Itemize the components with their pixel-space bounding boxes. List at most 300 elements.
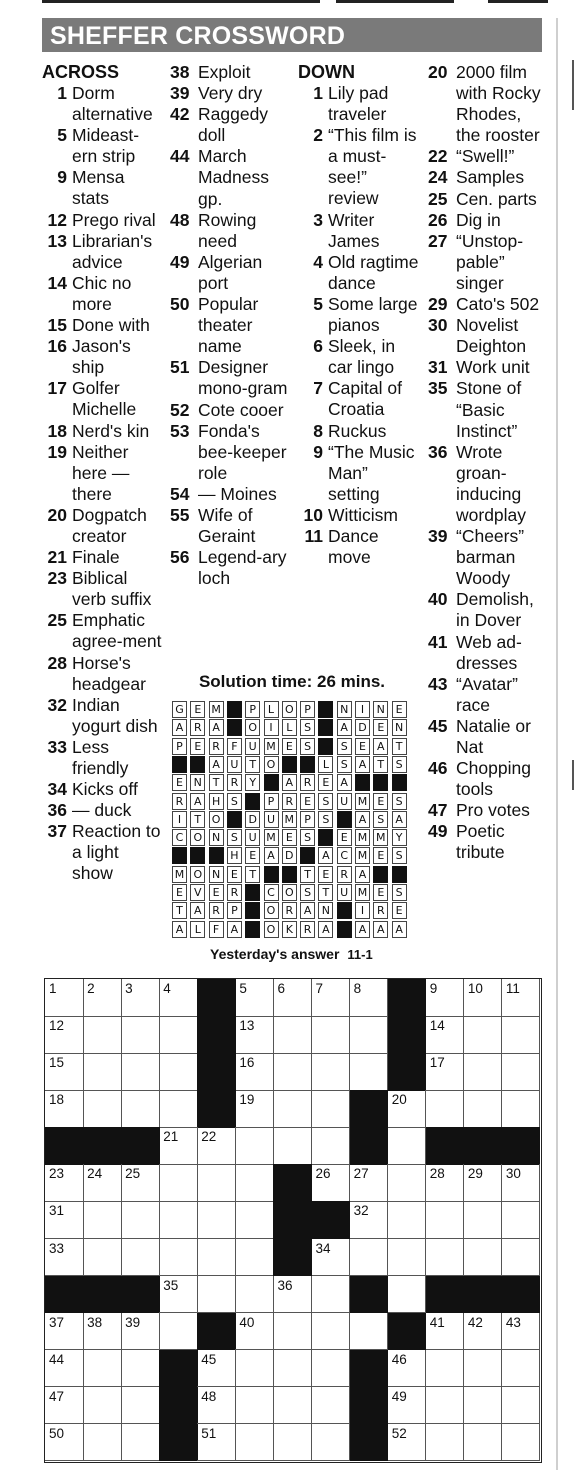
- answer-letter: S: [300, 884, 315, 901]
- clue-text: Demolish, in Dover: [456, 589, 534, 631]
- grid-square[interactable]: [273, 1276, 312, 1314]
- square-number: 1: [49, 981, 57, 996]
- grid-square[interactable]: [502, 1016, 541, 1054]
- clue-text: Dorm alternative: [72, 83, 153, 125]
- grid-square[interactable]: [235, 1164, 274, 1202]
- clue-across-18: [42, 421, 164, 442]
- grid-block: [159, 1387, 198, 1425]
- square-number: 26: [315, 1166, 331, 1182]
- page-edge-mark: [572, 760, 574, 790]
- grid-square[interactable]: [426, 1350, 465, 1388]
- grid-square[interactable]: [159, 1164, 198, 1202]
- yesterday-answer-grid: [172, 701, 412, 941]
- grid-square[interactable]: [350, 1164, 389, 1202]
- grid-square[interactable]: [83, 1313, 122, 1351]
- clue-across-49: [170, 252, 296, 294]
- grid-square[interactable]: [197, 1127, 236, 1165]
- grid-square[interactable]: [121, 1016, 160, 1054]
- grid-square[interactable]: [388, 1239, 427, 1277]
- grid-block: [159, 1350, 198, 1388]
- grid-block: [350, 1127, 389, 1165]
- answer-block: [355, 774, 370, 791]
- clue-number: 12: [47, 209, 67, 230]
- clue-text: Samples: [456, 167, 525, 188]
- grid-block: [388, 1016, 427, 1054]
- grid-square[interactable]: [45, 1387, 84, 1425]
- square-number: 21: [163, 1129, 179, 1145]
- grid-square[interactable]: [273, 1313, 312, 1351]
- clue-text: Stone of “Basic Instinct”: [456, 378, 522, 441]
- answer-letter: A: [209, 756, 224, 773]
- grid-block: [464, 1127, 503, 1165]
- square-number: 11: [505, 981, 520, 996]
- clue-text: Golfer Michelle: [72, 378, 137, 420]
- answer-letter: L: [190, 921, 205, 938]
- grid-square[interactable]: [312, 1276, 351, 1314]
- grid-square[interactable]: [83, 1350, 122, 1388]
- answer-block: [282, 756, 297, 773]
- grid-square[interactable]: [350, 1201, 389, 1239]
- clue-down-8: [298, 421, 422, 442]
- grid-square[interactable]: [83, 1164, 122, 1202]
- grid-square[interactable]: [235, 1239, 274, 1277]
- grid-square[interactable]: [45, 1313, 84, 1351]
- answer-letter: G: [172, 701, 187, 718]
- answer-letter: R: [227, 884, 242, 901]
- answer-letter: P: [245, 701, 260, 718]
- grid-square[interactable]: [350, 979, 389, 1017]
- grid-square[interactable]: [388, 1276, 427, 1314]
- clue-number: 39: [428, 526, 448, 547]
- square-number: 37: [49, 1314, 65, 1330]
- grid-square[interactable]: [464, 979, 503, 1017]
- answer-letter: M: [355, 829, 370, 846]
- grid-square[interactable]: [464, 1016, 503, 1054]
- square-number: 38: [87, 1314, 103, 1330]
- grid-square[interactable]: [83, 1239, 122, 1277]
- grid-square[interactable]: [273, 1016, 312, 1054]
- grid-square[interactable]: [121, 1201, 160, 1239]
- grid-square[interactable]: [350, 1053, 389, 1091]
- clue-number: 56: [170, 547, 190, 568]
- square-number: 50: [49, 1425, 65, 1441]
- grid-square[interactable]: [312, 1239, 351, 1277]
- square-number: 15: [49, 1055, 65, 1071]
- grid-square[interactable]: [502, 979, 541, 1017]
- grid-square[interactable]: [502, 1424, 541, 1462]
- grid-square[interactable]: [197, 1424, 236, 1462]
- answer-letter: D: [355, 719, 370, 736]
- grid-square[interactable]: [235, 1127, 274, 1165]
- answer-letter: R: [172, 793, 187, 810]
- square-number: 33: [49, 1240, 65, 1256]
- grid-square[interactable]: [388, 1090, 427, 1128]
- answer-block: [190, 847, 205, 864]
- square-number: 19: [239, 1092, 255, 1108]
- answer-letter: I: [172, 811, 187, 828]
- clue-number: 7: [313, 378, 323, 399]
- grid-block: [197, 1016, 236, 1054]
- grid-square[interactable]: [121, 1164, 160, 1202]
- clue-down-9: [298, 442, 422, 505]
- clue-text: Horse's headgear: [72, 652, 146, 694]
- grid-square[interactable]: [235, 1387, 274, 1425]
- grid-square[interactable]: [121, 1053, 160, 1091]
- grid-square[interactable]: [235, 1313, 274, 1351]
- grid-square[interactable]: [312, 1350, 351, 1388]
- grid-square[interactable]: [312, 1313, 351, 1351]
- clue-text: Legend-ary loch: [198, 547, 287, 589]
- grid-square[interactable]: [83, 979, 122, 1017]
- clue-across-5: [42, 125, 164, 167]
- grid-square[interactable]: [388, 1127, 427, 1165]
- grid-square[interactable]: [502, 1053, 541, 1091]
- grid-square[interactable]: [312, 1016, 351, 1054]
- grid-square[interactable]: [426, 1201, 465, 1239]
- answer-block: [209, 847, 224, 864]
- square-number: 41: [429, 1314, 445, 1330]
- grid-square[interactable]: [159, 1276, 198, 1314]
- answer-block: [337, 921, 352, 938]
- answer-block: [264, 866, 279, 883]
- clue-number: 48: [170, 209, 190, 230]
- clue-text: Lily pad traveler: [328, 83, 389, 125]
- answer-block: [392, 866, 407, 883]
- clue-across-42: [170, 104, 296, 146]
- grid-square[interactable]: [312, 1053, 351, 1091]
- grid-square[interactable]: [121, 1424, 160, 1462]
- grid-square[interactable]: [426, 1313, 465, 1351]
- grid-square[interactable]: [312, 1090, 351, 1128]
- answer-letter: S: [392, 884, 407, 901]
- clue-number: 23: [47, 568, 67, 589]
- clue-number: 14: [47, 272, 67, 293]
- answer-letter: S: [318, 793, 333, 810]
- grid-block: [197, 1313, 236, 1351]
- grid-square[interactable]: [350, 1313, 389, 1351]
- square-number: 3: [125, 981, 133, 996]
- grid-square[interactable]: [312, 979, 351, 1017]
- answer-letter: K: [282, 921, 297, 938]
- grid-square[interactable]: [426, 1090, 465, 1128]
- answer-letter: A: [318, 921, 333, 938]
- answer-letter: P: [300, 701, 315, 718]
- answer-letter: N: [190, 774, 205, 791]
- grid-square[interactable]: [159, 1201, 198, 1239]
- clue-number: 16: [47, 336, 67, 357]
- clue-across-51: [170, 357, 296, 399]
- grid-square[interactable]: [121, 1350, 160, 1388]
- clue-text: Chic no more: [72, 272, 132, 314]
- clue-number: 55: [170, 504, 190, 525]
- grid-square[interactable]: [350, 1016, 389, 1054]
- square-number: 42: [467, 1314, 483, 1330]
- square-number: 48: [201, 1388, 217, 1404]
- grid-square[interactable]: [464, 1313, 503, 1351]
- grid-square[interactable]: [312, 1424, 351, 1462]
- clue-text: Rowing need: [198, 209, 257, 251]
- grid-square[interactable]: [45, 979, 84, 1017]
- clue-number: 39: [170, 83, 190, 104]
- answer-block: [245, 884, 260, 901]
- grid-block: [273, 1164, 312, 1202]
- grid-square[interactable]: [197, 1276, 236, 1314]
- grid-square[interactable]: [426, 1053, 465, 1091]
- clue-text: Done with: [72, 315, 150, 336]
- grid-square[interactable]: [312, 1127, 351, 1165]
- grid-square[interactable]: [235, 979, 274, 1017]
- answer-block: [264, 774, 279, 791]
- grid-square[interactable]: [121, 979, 160, 1017]
- answer-letter: N: [209, 829, 224, 846]
- grid-square[interactable]: [83, 1424, 122, 1462]
- answer-letter: M: [209, 701, 224, 718]
- answer-letter: R: [300, 774, 315, 791]
- clue-text: Ruckus: [328, 420, 387, 441]
- square-number: 24: [87, 1166, 103, 1182]
- clue-number: 30: [428, 315, 448, 336]
- answer-block: [282, 866, 297, 883]
- grid-square[interactable]: [121, 1387, 160, 1425]
- answer-letter: I: [355, 701, 370, 718]
- grid-square[interactable]: [159, 979, 198, 1017]
- answer-letter: N: [318, 902, 333, 919]
- clue-across-1: [42, 83, 164, 125]
- answer-letter: R: [282, 902, 297, 919]
- grid-square[interactable]: [464, 1053, 503, 1091]
- grid-square[interactable]: [159, 1313, 198, 1351]
- square-number: 13: [239, 1018, 255, 1034]
- grid-square[interactable]: [235, 1016, 274, 1054]
- answer-letter: O: [264, 902, 279, 919]
- grid-square[interactable]: [159, 1016, 198, 1054]
- grid-square[interactable]: [235, 1201, 274, 1239]
- clue-text: “Cheers” barman Woody: [456, 526, 525, 589]
- clue-number: 46: [428, 758, 448, 779]
- page-edge-mark: [572, 60, 574, 110]
- clue-text: Cato's 502: [456, 294, 540, 315]
- square-number: 12: [49, 1018, 65, 1034]
- grid-block: [388, 979, 427, 1017]
- answer-letter: A: [337, 719, 352, 736]
- grid-square[interactable]: [45, 1164, 84, 1202]
- grid-square[interactable]: [197, 1201, 236, 1239]
- grid-square[interactable]: [426, 1424, 465, 1462]
- grid-square[interactable]: [273, 1127, 312, 1165]
- clue-number: 17: [47, 378, 67, 399]
- grid-square[interactable]: [197, 1164, 236, 1202]
- clue-text: Mensa stats: [72, 167, 125, 209]
- grid-square[interactable]: [45, 1053, 84, 1091]
- answer-letter: S: [227, 829, 242, 846]
- grid-square[interactable]: [83, 1201, 122, 1239]
- solution-time: Solution time: 26 mins.: [198, 672, 386, 691]
- grid-square[interactable]: [426, 1239, 465, 1277]
- answer-letter: E: [318, 866, 333, 883]
- across-clues-column-2: [170, 62, 296, 589]
- grid-square[interactable]: [426, 1016, 465, 1054]
- grid-square[interactable]: [464, 1090, 503, 1128]
- square-number: 27: [353, 1166, 369, 1182]
- answer-letter: S: [373, 811, 388, 828]
- answer-block: [227, 811, 242, 828]
- grid-square[interactable]: [388, 1424, 427, 1462]
- answer-letter: R: [282, 793, 297, 810]
- clue-number: 3: [313, 209, 323, 230]
- grid-square[interactable]: [45, 1016, 84, 1054]
- grid-square[interactable]: [197, 1350, 236, 1388]
- grid-square[interactable]: [464, 1201, 503, 1239]
- grid-square[interactable]: [426, 1164, 465, 1202]
- clue-text: Chopping tools: [456, 758, 531, 800]
- grid-square[interactable]: [388, 1387, 427, 1425]
- grid-square[interactable]: [235, 1090, 274, 1128]
- answer-letter: P: [172, 738, 187, 755]
- grid-square[interactable]: [426, 979, 465, 1017]
- grid-square[interactable]: [83, 1387, 122, 1425]
- clue-number: 33: [47, 736, 67, 757]
- grid-square[interactable]: [45, 1090, 84, 1128]
- answer-block: [172, 756, 187, 773]
- grid-square[interactable]: [502, 1239, 541, 1277]
- grid-square[interactable]: [464, 1164, 503, 1202]
- grid-square[interactable]: [312, 1387, 351, 1425]
- clue-text: “The Music Man” setting: [328, 441, 415, 504]
- grid-square[interactable]: [121, 1239, 160, 1277]
- grid-square[interactable]: [464, 1424, 503, 1462]
- answer-letter: F: [227, 738, 242, 755]
- clue-number: 2: [313, 125, 323, 146]
- clue-down-30: [428, 315, 548, 357]
- clue-number: 52: [170, 399, 190, 420]
- grid-block: [312, 1201, 351, 1239]
- clue-text: Jason's ship: [72, 336, 131, 378]
- grid-square[interactable]: [502, 1164, 541, 1202]
- clue-number: 50: [170, 294, 190, 315]
- answer-block: [318, 719, 333, 736]
- grid-square[interactable]: [426, 1387, 465, 1425]
- grid-square[interactable]: [464, 1239, 503, 1277]
- grid-square[interactable]: [350, 1239, 389, 1277]
- grid-square[interactable]: [197, 1239, 236, 1277]
- grid-square[interactable]: [502, 1201, 541, 1239]
- answer-letter: N: [392, 719, 407, 736]
- grid-square[interactable]: [159, 1239, 198, 1277]
- answer-letter: R: [337, 866, 352, 883]
- clue-text: “Avatar” race: [456, 673, 518, 715]
- clue-number: 5: [57, 125, 67, 146]
- crossword-grid: [44, 978, 542, 1463]
- grid-square[interactable]: [502, 1350, 541, 1388]
- grid-square[interactable]: [45, 1350, 84, 1388]
- clue-number: 47: [428, 800, 448, 821]
- grid-square[interactable]: [121, 1313, 160, 1351]
- answer-letter: T: [318, 884, 333, 901]
- clue-text: Capital of Croatia: [328, 378, 402, 420]
- clue-number: 40: [428, 589, 448, 610]
- answer-letter: S: [318, 811, 333, 828]
- clue-down-40: [428, 589, 548, 631]
- grid-square[interactable]: [464, 1387, 503, 1425]
- grid-square[interactable]: [159, 1127, 198, 1165]
- grid-square[interactable]: [312, 1164, 351, 1202]
- grid-square[interactable]: [159, 1090, 198, 1128]
- answer-letter: A: [190, 793, 205, 810]
- grid-square[interactable]: [121, 1090, 160, 1128]
- grid-square[interactable]: [273, 1053, 312, 1091]
- grid-square[interactable]: [83, 1090, 122, 1128]
- grid-square[interactable]: [388, 1201, 427, 1239]
- answer-letter: S: [300, 829, 315, 846]
- answer-letter: E: [245, 847, 260, 864]
- grid-square[interactable]: [197, 1387, 236, 1425]
- grid-block: [426, 1276, 465, 1314]
- grid-square[interactable]: [83, 1053, 122, 1091]
- grid-square[interactable]: [235, 1053, 274, 1091]
- grid-square[interactable]: [159, 1053, 198, 1091]
- clue-text: March Madness gp.: [198, 146, 270, 209]
- grid-square[interactable]: [502, 1387, 541, 1425]
- answer-letter: E: [227, 866, 242, 883]
- square-number: 46: [391, 1351, 407, 1367]
- answer-letter: E: [282, 829, 297, 846]
- grid-square[interactable]: [235, 1424, 274, 1462]
- grid-square[interactable]: [388, 1350, 427, 1388]
- clue-text: “This film is a must-see!” review: [328, 125, 417, 209]
- grid-square[interactable]: [235, 1276, 274, 1314]
- answer-letter: V: [190, 884, 205, 901]
- answer-letter: A: [373, 738, 388, 755]
- grid-square[interactable]: [273, 1387, 312, 1425]
- grid-square[interactable]: [45, 1424, 84, 1462]
- grid-square[interactable]: [464, 1350, 503, 1388]
- answer-letter: R: [190, 719, 205, 736]
- grid-square[interactable]: [388, 1164, 427, 1202]
- clue-text: Librarian's advice: [72, 230, 153, 272]
- answer-letter: E: [337, 829, 352, 846]
- clue-text: Raggedy doll: [198, 104, 269, 146]
- clue-number: 29: [428, 294, 448, 315]
- grid-square[interactable]: [273, 1350, 312, 1388]
- grid-block: [502, 1276, 541, 1314]
- clue-across-12: [42, 210, 164, 231]
- grid-square[interactable]: [502, 1090, 541, 1128]
- grid-square[interactable]: [45, 1239, 84, 1277]
- answer-letter: E: [373, 793, 388, 810]
- square-number: 44: [49, 1351, 65, 1367]
- grid-square[interactable]: [45, 1201, 84, 1239]
- grid-square[interactable]: [83, 1016, 122, 1054]
- clue-number: 28: [47, 652, 67, 673]
- answer-letter: E: [373, 884, 388, 901]
- clue-across-28: [42, 653, 164, 695]
- clue-number: 53: [170, 420, 190, 441]
- clue-down-31: [428, 357, 548, 378]
- answer-letter: A: [392, 811, 407, 828]
- answer-block: [392, 774, 407, 791]
- grid-square[interactable]: [273, 1424, 312, 1462]
- answer-letter: P: [227, 902, 242, 919]
- clue-number: 25: [428, 188, 448, 209]
- grid-square[interactable]: [273, 1090, 312, 1128]
- answer-letter: O: [264, 921, 279, 938]
- answer-letter: O: [264, 756, 279, 773]
- clue-text: — duck: [72, 800, 132, 821]
- grid-square[interactable]: [502, 1313, 541, 1351]
- clue-down-26: [428, 210, 548, 231]
- grid-square[interactable]: [273, 979, 312, 1017]
- grid-square[interactable]: [235, 1350, 274, 1388]
